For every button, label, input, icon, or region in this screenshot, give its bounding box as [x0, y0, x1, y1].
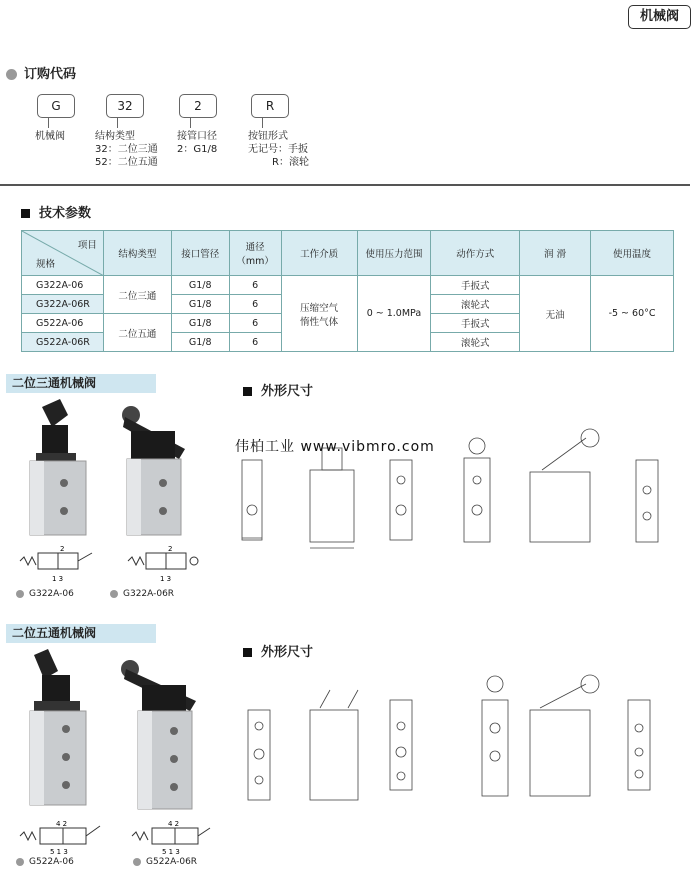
cell-lube: 无油	[520, 276, 591, 352]
pneumatic-symbol-3way-lever	[18, 545, 98, 585]
section-5way-title: 二位五通机械阀	[6, 624, 156, 643]
code-connector	[48, 118, 49, 128]
cell-temp: -5 ~ 60°C	[591, 276, 674, 352]
dims-5way-heading: 外形尺寸	[243, 641, 313, 660]
header-pressure: 使用压力范围	[357, 231, 431, 276]
cell-action: 滚轮式	[431, 333, 520, 352]
valve-lever-3way-image	[20, 397, 100, 539]
header-model: 规格	[36, 259, 56, 270]
header-medium: 工作介质	[281, 231, 357, 276]
tech-params-title: 技术参数	[39, 206, 92, 221]
svg-text:5 1 3: 5 1 3	[162, 848, 180, 856]
code-label-structure: 结构类型 32：二位三通 52：二位五通	[95, 131, 158, 168]
cell-medium: 压缩空气 惰性气体	[281, 276, 357, 352]
order-code-heading	[6, 63, 76, 82]
cell-action: 手扳式	[431, 314, 520, 333]
valve-roller-5way-image	[120, 655, 210, 815]
cell-model: G322A-06R	[22, 295, 104, 314]
code-label-port: 接管口径 2：G1/8	[177, 131, 218, 155]
svg-text:1 3: 1 3	[52, 575, 64, 583]
watermark-text: 伟柏工业 www.vibmro.com	[235, 439, 435, 455]
cell-port: G1/8	[171, 276, 229, 295]
tech-params-heading	[21, 202, 91, 221]
header-action: 动作方式	[431, 231, 520, 276]
bullet-dot-icon	[6, 69, 17, 80]
valve-lever-5way-image	[24, 649, 104, 809]
cell-action: 手扳式	[431, 276, 520, 295]
table-header-row	[22, 231, 674, 276]
svg-text:1 3: 1 3	[160, 575, 172, 583]
code-box-port: 2	[179, 94, 217, 118]
spec-table	[21, 230, 674, 352]
cell-pressure: 0 ~ 1.0MPa	[357, 276, 431, 352]
cell-port: G1/8	[171, 333, 229, 352]
header-bore: 通径（mm）	[229, 231, 281, 276]
category-badge: 机械阀	[628, 5, 691, 29]
svg-text:5 1 3: 5 1 3	[50, 848, 68, 856]
code-box-button: R	[251, 94, 289, 118]
model-label-g522a-06r: G522A-06R	[133, 857, 197, 867]
bullet-square-icon	[243, 387, 252, 396]
dims-3way-heading: 外形尺寸	[243, 380, 313, 399]
cell-model: G522A-06	[22, 314, 104, 333]
cell-bore: 6	[229, 276, 281, 295]
svg-text:2: 2	[168, 545, 173, 553]
dimension-drawings-5way	[230, 670, 690, 810]
cell-port: G1/8	[171, 295, 229, 314]
svg-text:4 2: 4 2	[56, 820, 68, 828]
header-diag-cell	[22, 231, 104, 276]
bullet-square-icon	[243, 648, 252, 657]
order-code-title: 订购代码	[24, 67, 77, 82]
code-label-valve: 机械阀	[35, 131, 65, 142]
section-3way-title: 二位三通机械阀	[6, 374, 156, 393]
svg-text:4 2: 4 2	[168, 820, 180, 828]
cell-model: G522A-06R	[22, 333, 104, 352]
code-connector	[262, 118, 263, 128]
model-label-g322a-06: G322A-06	[16, 589, 74, 599]
code-box-valve: G	[37, 94, 75, 118]
table-row	[22, 276, 674, 295]
header-port: 接口管径	[171, 231, 229, 276]
pneumatic-symbol-3way-roller	[126, 545, 206, 585]
section-divider	[0, 184, 690, 186]
header-structure: 结构类型	[103, 231, 171, 276]
pneumatic-symbol-5way-lever	[18, 818, 108, 858]
code-connector	[190, 118, 191, 128]
cell-bore: 6	[229, 333, 281, 352]
valve-roller-3way-image	[107, 397, 197, 539]
code-box-structure: 32	[106, 94, 144, 118]
header-item: 项目	[77, 240, 97, 251]
header-temp: 使用温度	[591, 231, 674, 276]
header-lube: 润 滑	[520, 231, 591, 276]
code-connector	[117, 118, 118, 128]
cell-port: G1/8	[171, 314, 229, 333]
model-label-g522a-06: G522A-06	[16, 857, 74, 867]
model-label-g322a-06r: G322A-06R	[110, 589, 174, 599]
cell-model: G322A-06	[22, 276, 104, 295]
cell-structure: 二位三通	[103, 276, 171, 314]
pneumatic-symbol-5way-roller	[130, 818, 220, 858]
cell-bore: 6	[229, 314, 281, 333]
code-label-button: 按钮形式 无记号：手扳 R：滚轮	[248, 131, 309, 168]
cell-bore: 6	[229, 295, 281, 314]
svg-text:2: 2	[60, 545, 65, 553]
bullet-square-icon	[21, 209, 30, 218]
cell-action: 滚轮式	[431, 295, 520, 314]
cell-structure: 二位五通	[103, 314, 171, 352]
